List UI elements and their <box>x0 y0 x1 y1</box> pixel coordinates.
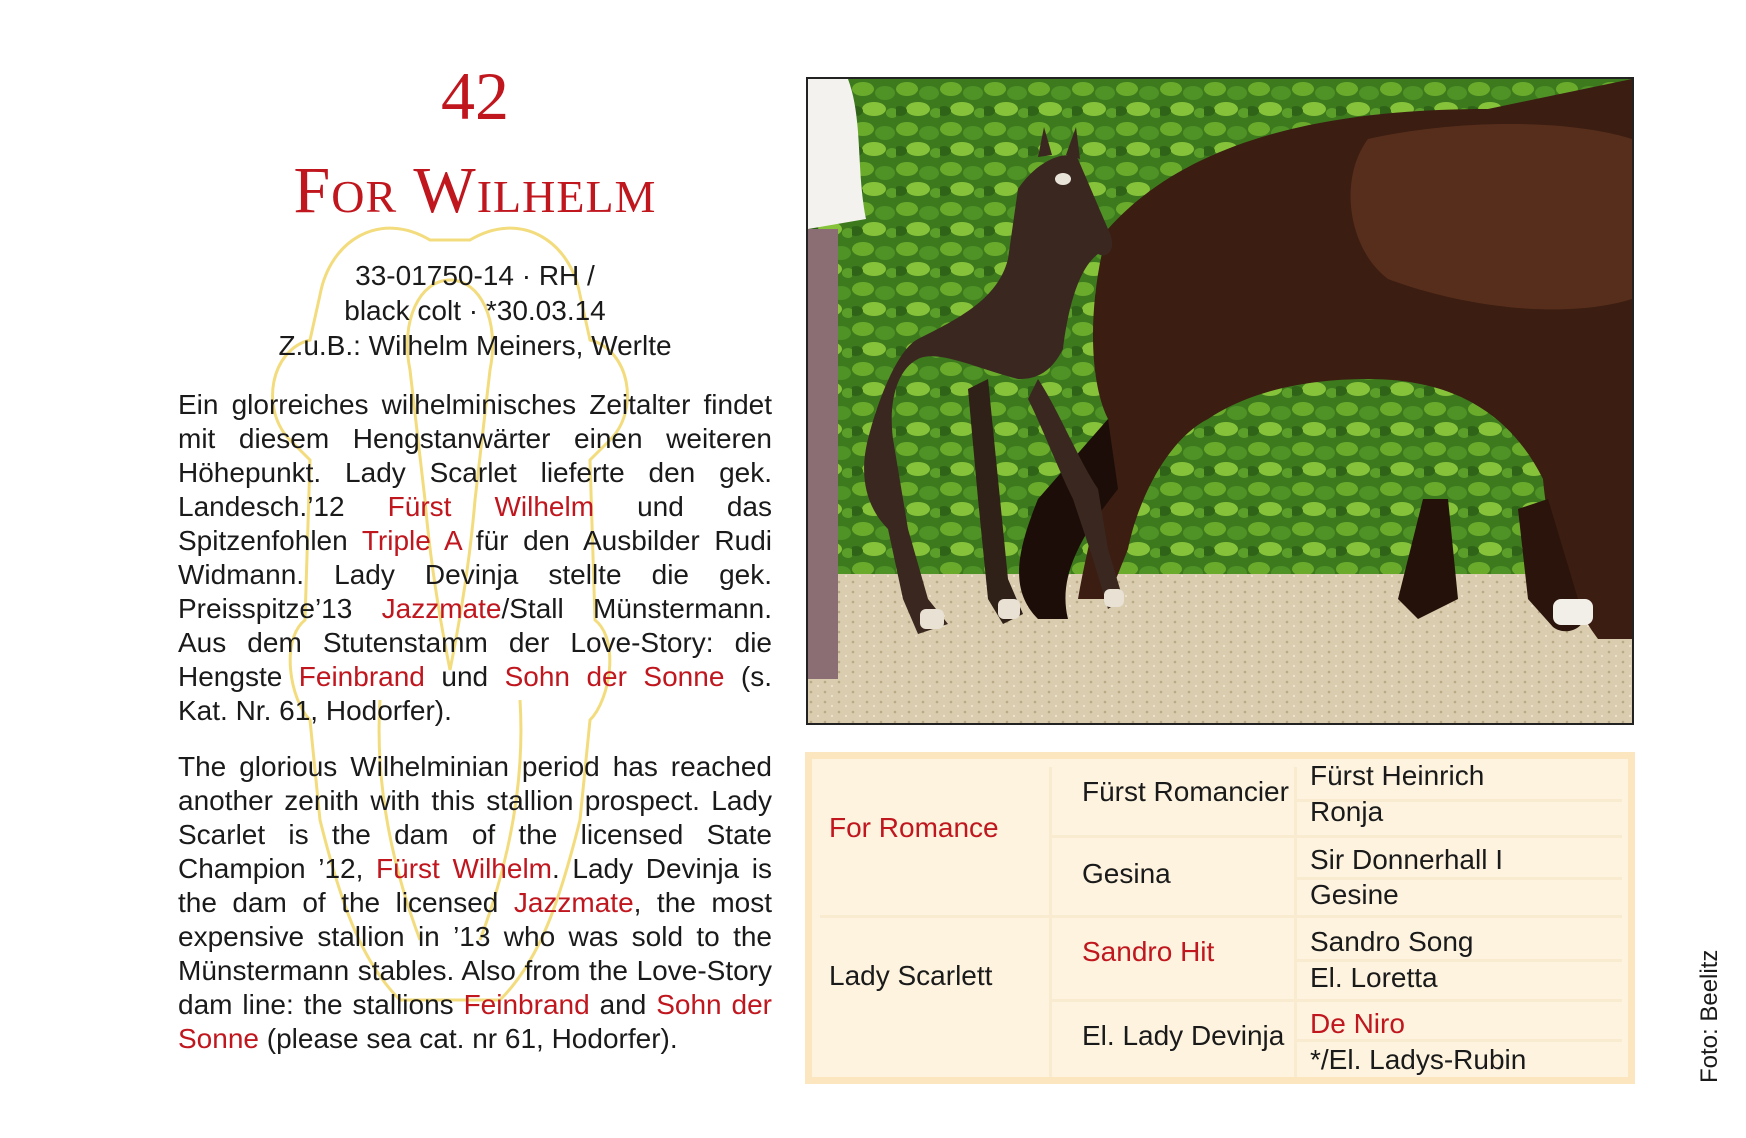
pedigree-dam: Lady Scarlett <box>829 960 993 991</box>
description-text: Ein glorreiches wilhelminisches Zeitalter findet mit diesem Hengstanwärter einen weiteren Höhepunkt. Lady Scarlet lieferte den gek. Landesch.’12 <box>178 389 772 522</box>
pedigree-g3-1: Fürst Heinrich <box>1310 760 1485 791</box>
registration-line: 33-01750-14 · RH / <box>355 260 595 291</box>
pedigree-g3-5: Sandro Song <box>1310 926 1474 957</box>
horse-photo <box>806 77 1634 725</box>
description-german <box>178 388 772 728</box>
horse-name: For Wilhelm <box>293 154 657 227</box>
description-text: und <box>424 661 505 692</box>
pedigree-g3-2: Ronja <box>1310 796 1384 827</box>
pedigree-divider <box>820 915 1622 918</box>
pedigree-sire-dam: Gesina <box>1082 858 1171 889</box>
highlighted-horse-name: Triple A <box>361 525 462 556</box>
highlighted-horse-name: Feinbrand <box>298 661 425 692</box>
photo-credit: Foto: Beelitz <box>1696 949 1723 1083</box>
highlighted-horse-name: Jazzmate <box>513 887 634 918</box>
pedigree-g3-3: Sir Donnerhall I <box>1310 844 1503 875</box>
pedigree-divider <box>1052 835 1622 838</box>
pedigree-g3-8: */El. Ladys-Rubin <box>1310 1044 1527 1075</box>
description-text: The glorious Wilhelminian period has reached another zenith with this stallion prospect. Lady Scarlet is the dam of the licensed State Champion ’12, <box>178 751 772 884</box>
description-english <box>178 750 772 1056</box>
pedigree-g3-7: De Niro <box>1310 1008 1405 1039</box>
pedigree-dam-dam: El. Lady Devinja <box>1082 1020 1285 1051</box>
highlighted-horse-name: Fürst Wilhelm <box>387 491 595 522</box>
description-text: and <box>589 989 657 1020</box>
color-birth-line: black colt · *30.03.14 <box>344 295 606 326</box>
description-text: (s. Kat. Nr. 61, Hodorfer). <box>178 661 772 726</box>
description-text: /Stall Münstermann. Aus dem Stutenstamm der Love-Story: die Hengste <box>178 593 772 692</box>
pedigree-sire: For Romance <box>829 812 999 843</box>
pedigree-g3-6: El. Loretta <box>1310 962 1438 993</box>
description-text: , the most expensive stallion in ’13 who was sold to the Münstermann stables. Also from the Love-Story dam line: the stallions <box>178 887 773 1020</box>
breeder-line: Z.u.B.: Wilhelm Meiners, Werlte <box>278 330 672 361</box>
highlighted-horse-name: Jazzmate <box>381 593 502 624</box>
highlighted-horse-name: Sohn der Sonne <box>504 661 725 692</box>
description-text: . Lady Devinja is the dam of the licensed <box>178 853 772 918</box>
highlighted-horse-name: Feinbrand <box>463 989 590 1020</box>
pedigree-divider <box>1294 767 1297 1077</box>
description-text: (please sea cat. nr 61, Hodorfer). <box>258 1023 678 1054</box>
pedigree-divider <box>1049 767 1052 1077</box>
pedigree-dam-sire: Sandro Hit <box>1082 936 1215 967</box>
highlighted-horse-name: Fürst Wilhelm <box>376 853 552 884</box>
description-text: für den Ausbilder Rudi Widmann. Lady Devinja stellte die gek. Preisspitze’13 <box>178 525 772 624</box>
pedigree-divider <box>1052 999 1622 1002</box>
pedigree-sire-sire: Fürst Romancier <box>1082 776 1289 807</box>
pedigree-g3-4: Gesine <box>1310 879 1399 910</box>
pedigree-table <box>805 752 1635 1084</box>
highlighted-horse-name: Sohn der Sonne <box>178 989 772 1054</box>
lot-number: 42 <box>441 58 509 134</box>
description-text: und das Spitzenfohlen <box>178 491 772 556</box>
